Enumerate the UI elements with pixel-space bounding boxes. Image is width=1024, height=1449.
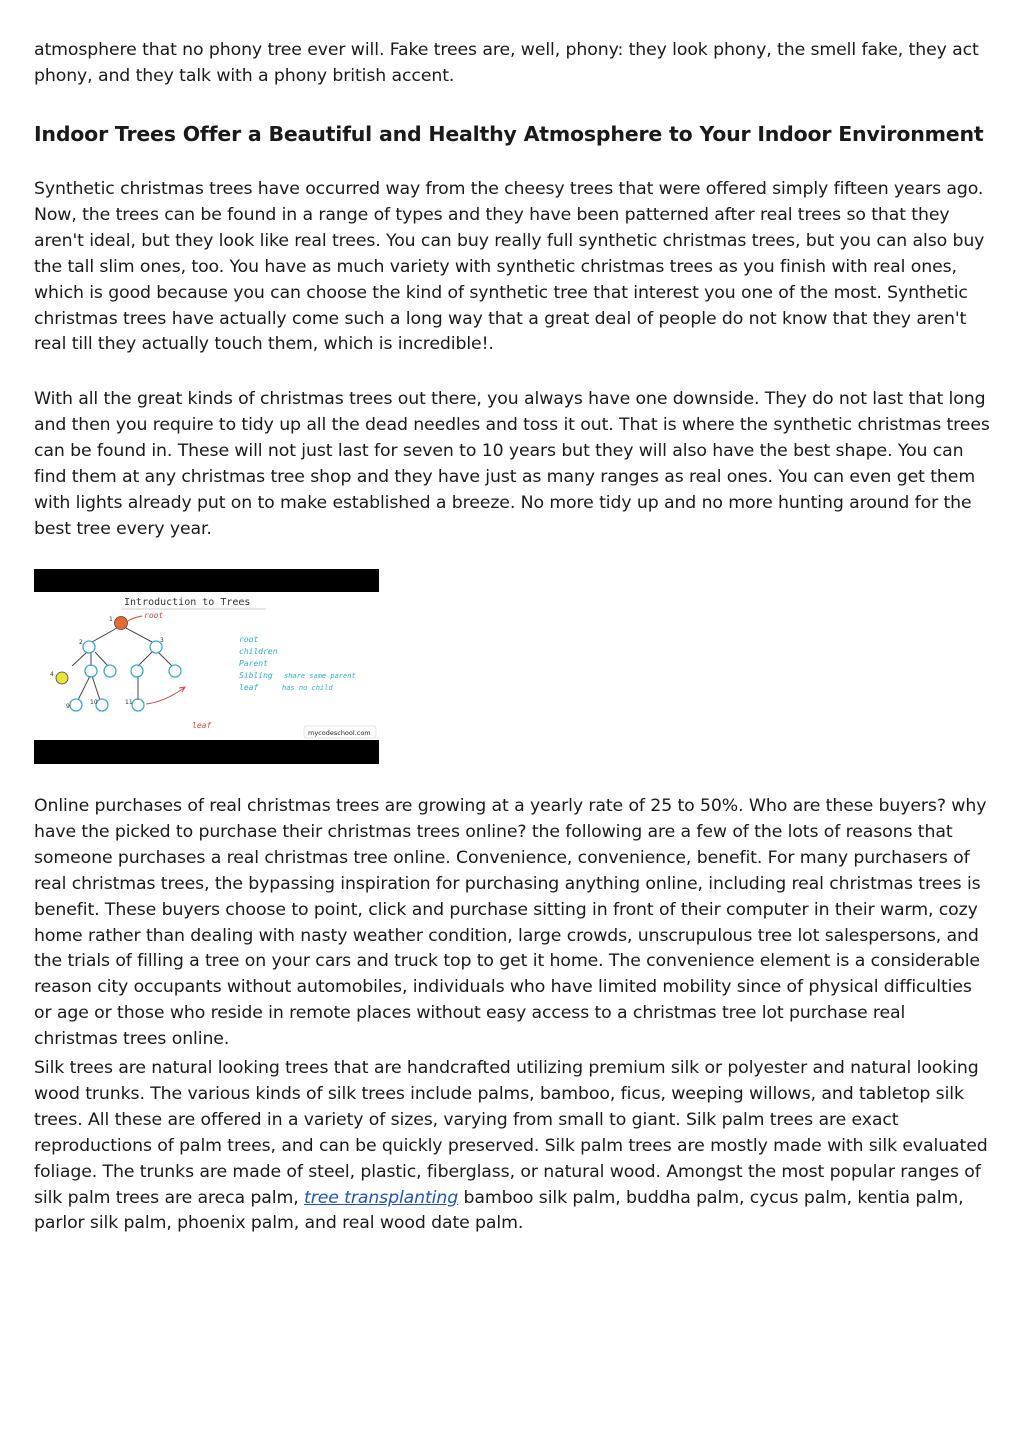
svg-text:root: root: [239, 635, 259, 644]
svg-text:2: 2: [79, 639, 83, 646]
paragraph-downside: With all the great kinds of christmas trees out there, you always have one downside. They do not last that long and then you require to tidy up all the dead needles and toss it out. That is where the synthetic christmas trees can be found in. These will not just last for seven to 10 years but they will also have the best shape. You can find them at any christmas tree shop and they have just as many ranges as real ones. You can even get them with lights already put on to make established a breeze. No more tidy up and no more hunting around for the best tree every year.: [34, 389, 990, 539]
svg-text:11: 11: [125, 699, 133, 706]
svg-text:10: 10: [90, 699, 98, 706]
video-frame: [34, 592, 379, 740]
root-node: [115, 617, 128, 630]
paragraph-online-purchases: Online purchases of real christmas trees are growing at a yearly rate of 25 to 50%. Who are these buyers? why have the picked to purchase their christmas trees online? the following are a few of the lots of reasons that someone purchases a real christmas tree online. Convenience, convenience, benefit. For many purchasers of real christmas trees, the bypassing inspiration for purchasing anything online, including real christmas trees is benefit. These buyers choose to point, click and purchase sitting in front of their computer in their warm, cozy home rather than dealing with nasty weather condition, large crowds, unscrupulous tree lot salespersons, and the trials of filling a tree on your cars and truck top to get it home. The convenience element is a considerable reason city occupants without automobiles, individuals who have limited mobility since of physical difficulties or age or those who reside in remote places without easy access to a christmas tree lot purchase real christmas trees online.: [34, 796, 987, 1050]
svg-text:9: 9: [66, 703, 70, 710]
svg-text:4: 4: [50, 671, 54, 678]
section-heading: Indoor Trees Offer a Beautiful and Healthy Atmosphere to Your Indoor Environment: [34, 122, 984, 146]
leaf-annotation: leaf: [192, 721, 212, 730]
paragraph-silk-trees: Silk trees are natural looking trees that are handcrafted utilizing premium silk or polyester and natural looking wood trunks. The various kinds of silk trees include palms, bamboo, ficus, weeping willows, and tabletop silk trees. All these are offered in a variety of sizes, varying from small to giant. Silk palm trees are exact reproductions of palm trees, and can be quickly preserved. Silk palm trees are mostly made with silk evaluated foliage. The trunks are made of steel, plastic, fiberglass, or natural wood. Amongst the most popular ranges of silk palm trees are areca palm, tree transplanting bamboo silk palm, buddha palm, cycus palm, kentia palm, parlor silk palm, phoenix palm, and real wood date palm.: [34, 1058, 988, 1234]
highlight-node: [56, 672, 68, 684]
svg-text:share same parent: share same parent: [284, 672, 356, 680]
paragraph-intro: atmosphere that no phony tree ever will. Fake trees are, well, phony: they look phony, the smell fake, they act phony, and they talk with a phony british accent.: [34, 40, 979, 86]
svg-text:has no child: has no child: [282, 684, 333, 692]
paragraph-synthetic-trees: Synthetic christmas trees have occurred way from the cheesy trees that were offered simply fifteen years ago. Now, the trees can be found in a range of types and they have been patterned after real trees so that they aren't ideal, but they look like real trees. You can buy really full synthetic christmas trees, but you can also buy the tall slim ones, too. You have as much variety with synthetic christmas trees as you finish with real ones, which is good because you can choose the kind of synthetic tree that interest you one of the most. Synthetic christmas trees have actually come such a long way that a great deal of people do not know that they aren't real till they actually touch them, which is incredible!.: [34, 179, 985, 355]
svg-text:children: children: [239, 647, 278, 656]
video-title: Introduction to Trees: [124, 597, 251, 608]
svg-text:Sibling: Sibling: [239, 671, 273, 680]
watermark: mycodeschool.com: [308, 729, 371, 737]
tree-transplanting-link[interactable]: tree transplanting: [304, 1187, 459, 1208]
root-annotation: root: [144, 611, 164, 620]
svg-text:Parent: Parent: [239, 659, 268, 668]
svg-text:1: 1: [109, 616, 113, 623]
embedded-video[interactable]: [34, 569, 379, 764]
svg-text:leaf: leaf: [239, 683, 259, 692]
svg-text:3: 3: [160, 637, 164, 644]
